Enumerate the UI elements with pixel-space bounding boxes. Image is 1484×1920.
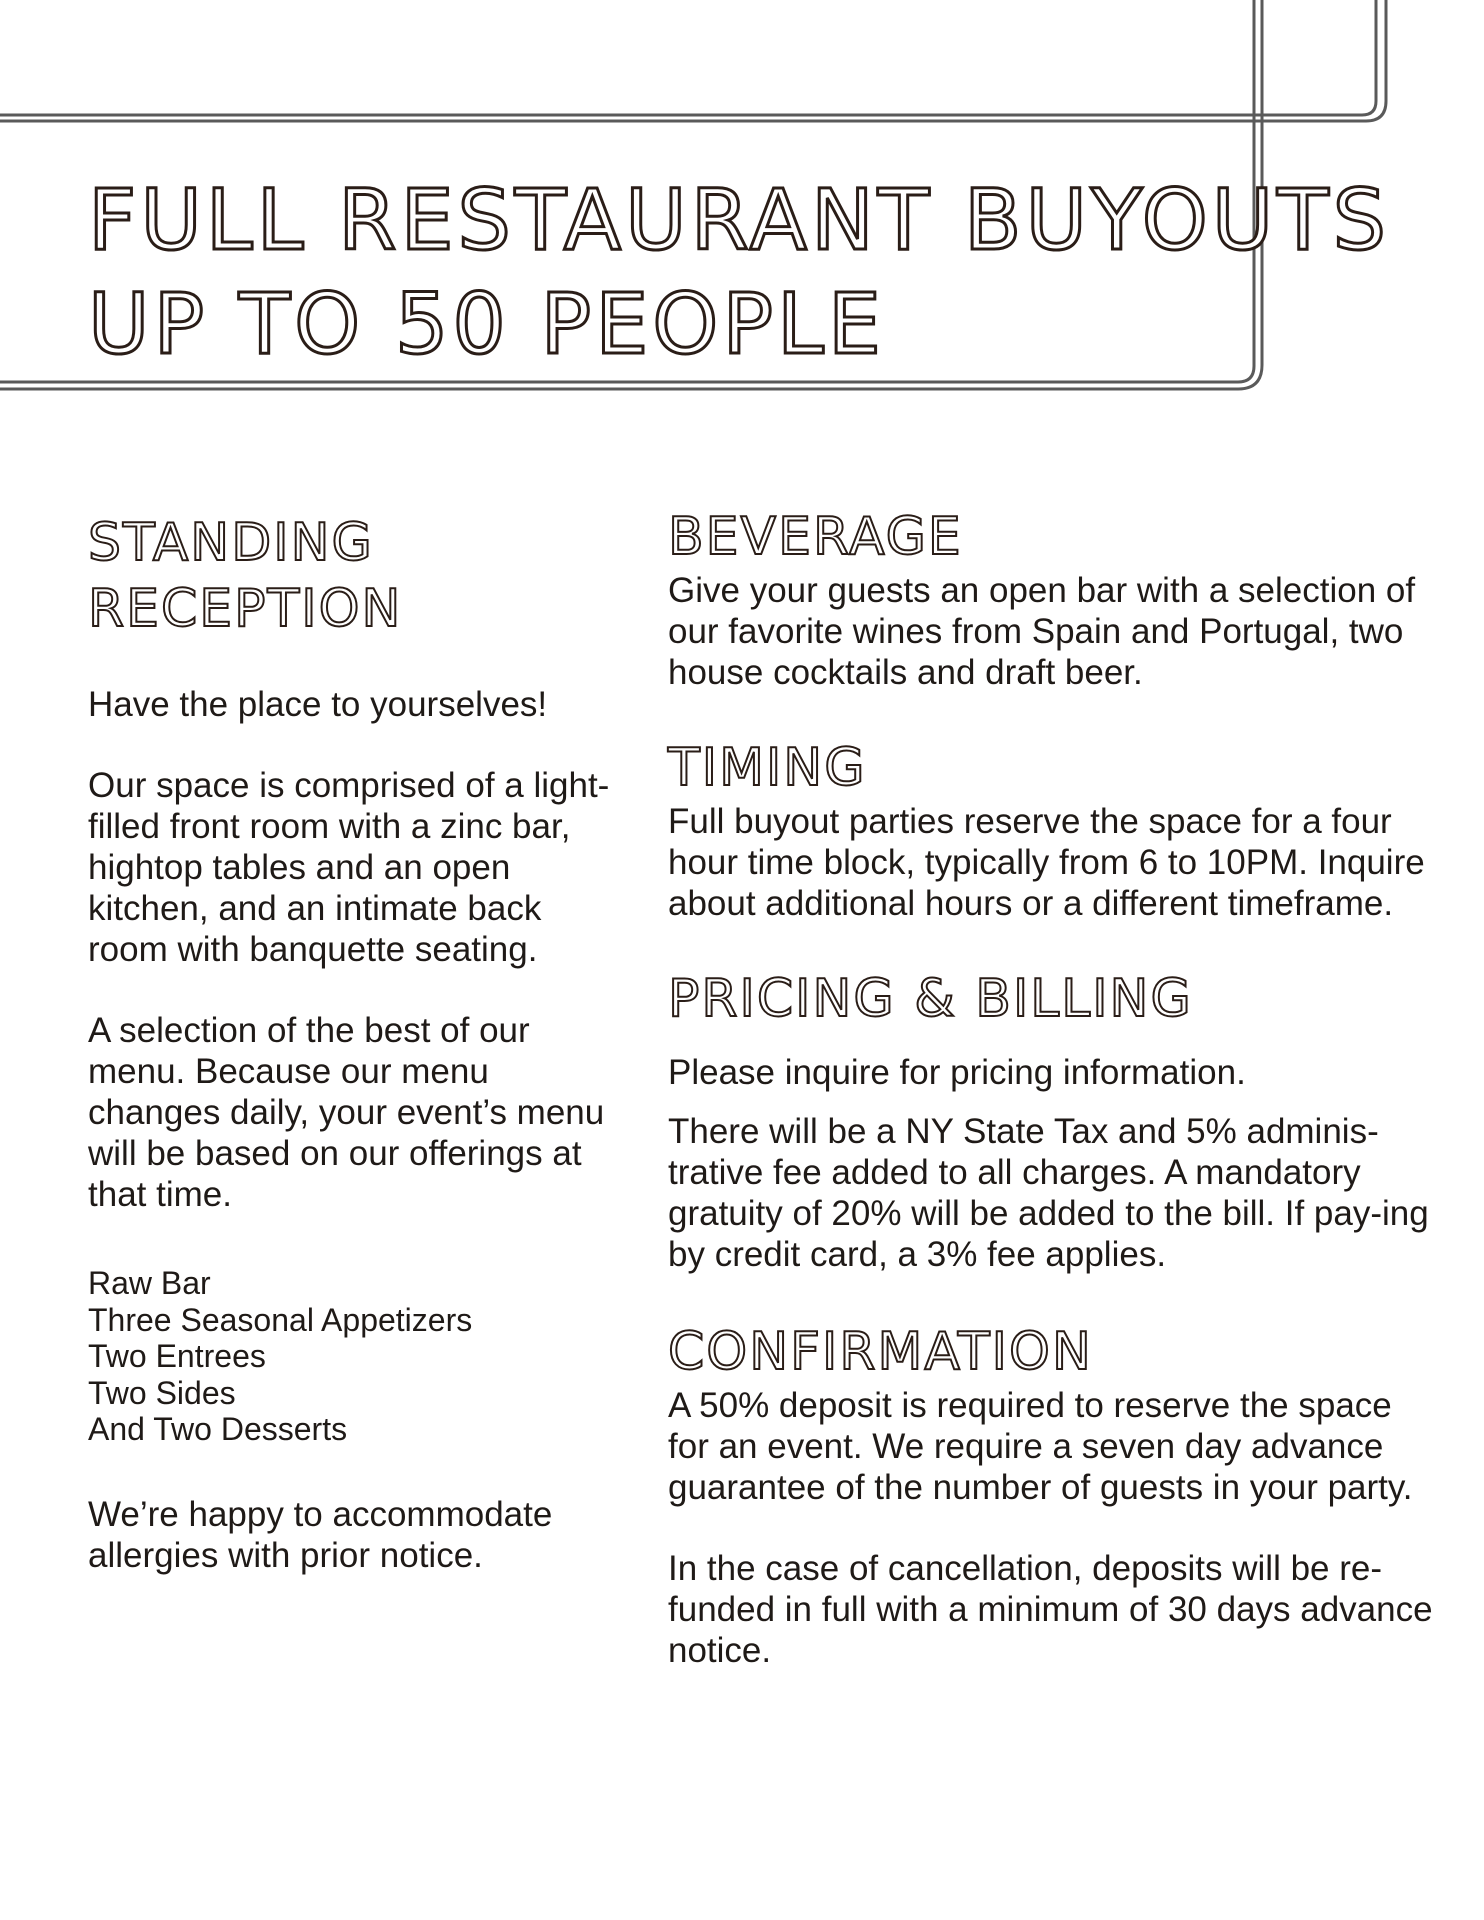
timing-section: [668, 735, 1438, 924]
menu-item: Two Sides: [88, 1374, 236, 1411]
page-title-line-1: FULL RESTAURANT BUYOUTS: [88, 171, 1390, 269]
menu-items-list: [88, 1265, 628, 1448]
space-description: Our space is comprised of a light-filled front room with a zinc bar, hightop tables and an open kitchen, and an intimate back room with banquette seating.: [88, 766, 610, 969]
menu-item: Raw Bar: [88, 1265, 211, 1301]
standing-reception-heading-line-1: STANDING: [88, 513, 374, 573]
menu-description: A selection of the best of our menu. Because our menu changes daily, your event’s menu will be based on our offerings at that time.: [88, 1011, 605, 1214]
frame-upper-outer: [0, 0, 1386, 121]
standing-reception-section: [88, 510, 628, 1576]
menu-item: And Two Desserts: [88, 1411, 348, 1447]
beverage-section: [668, 504, 1438, 693]
standing-reception-heading-line-2: RECEPTION: [88, 579, 403, 639]
menu-item: Two Entrees: [88, 1338, 266, 1374]
page-title-line-2: UP TO 50 PEOPLE: [88, 275, 885, 373]
standing-reception-heading: [88, 510, 628, 642]
menu-item: Three Seasonal Appetizers: [88, 1301, 473, 1338]
confirmation-section: [668, 1319, 1438, 1671]
page-title: [88, 168, 1390, 376]
confirmation-heading: CONFIRMATION: [668, 1322, 1093, 1382]
pricing-fees-text: There will be a NY State Tax and 5% adminis-trative fee added to all charges. A mandatory gratuity of 20% will be added to the bill. If pay-ing by credit card, a 3% fee applies.: [668, 1112, 1429, 1274]
timing-heading: TIMING: [668, 738, 867, 798]
allergies-note: We’re happy to accommodate allergies with prior notice.: [88, 1494, 553, 1575]
beverage-heading: BEVERAGE: [668, 507, 963, 567]
pricing-text: Please inquire for pricing information.: [668, 1053, 1246, 1092]
confirmation-deposit-text: A 50% deposit is required to reserve the space for an event. We require a seven day advance guarantee of the number of guests in your party.: [668, 1386, 1413, 1507]
pricing-section: [668, 966, 1438, 1275]
timing-text: Full buyout parties reserve the space for a four hour time block, typically from 6 to 10PM. Inquire about additional hours or a different timeframe.: [668, 802, 1425, 923]
frame-upper-inner: [0, 0, 1376, 115]
beverage-text: Give your guests an open bar with a selection of our favorite wines from Spain and Portugal, two house cocktails and draft beer.: [668, 571, 1416, 692]
intro-text: Have the place to yourselves!: [88, 685, 548, 724]
details-column: [668, 504, 1438, 1671]
confirmation-cancellation-text: In the case of cancellation, deposits will be re-funded in full with a minimum of 30 days advance notice.: [668, 1549, 1433, 1670]
pricing-heading: PRICING & BILLING: [668, 969, 1193, 1029]
